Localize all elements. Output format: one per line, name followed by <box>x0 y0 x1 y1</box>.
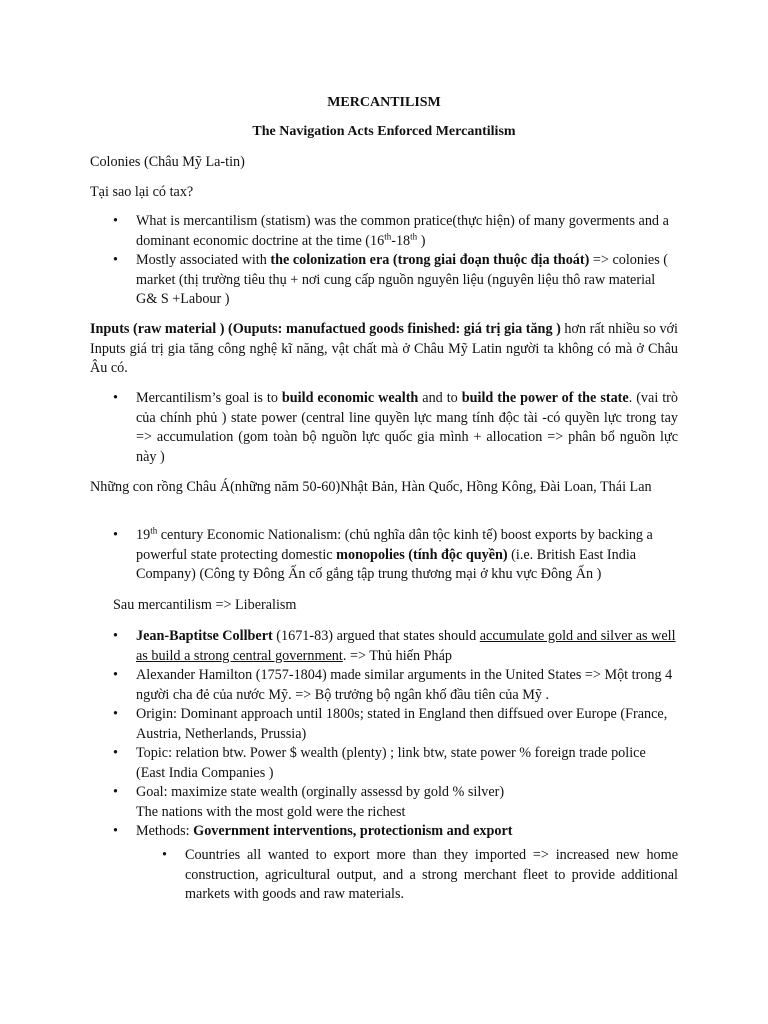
list-item: • Origin: Dominant approach until 1800s; stated in England then diffsued over Europe (France, Austria, Netherlands, Prussia) <box>113 705 678 744</box>
list-item: • Mostly associated with the colonization era (trong giai đoạn thuộc địa thoát) => colonies ( market (thị trường tiêu thụ + nơi cung cấp nguồn nguyên liệu (nguyên liệu thô raw material G& S +Labour ) <box>113 251 678 310</box>
intro-bullet-list <box>113 212 678 310</box>
methods-sub-list <box>162 846 678 905</box>
page-title: MERCANTILISM <box>327 95 441 110</box>
history-bullet-list <box>113 627 678 842</box>
list-item: • Topic: relation btw. Power $ wealth (plenty) ; link btw, state power % foreign trade police (East India Companies ) <box>113 744 678 783</box>
list-item: • Mercantilism’s goal is to build economic wealth and to build the power of the state. (vai trò của chính phủ ) state power (central line quyền lực mang tính độc tài -có quyền lực trong tay => accumulation (gom toàn bộ nguồn lực quốc gia mình + allocation => phân bổ nguồn lực này ) <box>113 389 678 467</box>
goal-bullet-list <box>113 389 678 467</box>
inputs-paragraph: Inputs (raw material ) (Ouputs: manufactued goods finished: giá trị gia tăng ) hơn rất nhiều so với Inputs giá trị gia tăng công nghệ kĩ năng, vật chất mà ở Châu Mỹ Latin người ta không có mà ở Châu Âu có. <box>90 321 678 376</box>
nationalism-bullet-list <box>113 526 678 585</box>
asian-dragons-paragraph: Những con rồng Châu Á(những năm 50-60)Nhật Bản, Hàn Quốc, Hồng Kông, Đài Loan, Thái Lan <box>90 479 652 495</box>
liberalism-line: Sau mercantilism => Liberalism <box>113 597 297 613</box>
colonies-line: Colonies (Châu Mỹ La-tin) <box>90 154 245 170</box>
list-item: • Jean-Baptitse Collbert (1671-83) argued that states should accumulate gold and silver as well as build a strong central government. => Thủ hiến Pháp <box>113 627 678 666</box>
list-item: • What is mercantilism (statism) was the common pratice(thực hiện) of many goverments and a dominant economic doctrine at the time (16th-18th ) <box>113 212 678 251</box>
list-item: • Goal: maximize state wealth (orginally assessd by gold % silver) The nations with the most gold were the richest <box>113 783 678 822</box>
list-item: • Alexander Hamilton (1757-1804) made similar arguments in the United States => Một trong 4 người cha đẻ của nước Mỹ. => Bộ trưởng bộ ngân khố đầu tiên của Mỹ . <box>113 666 678 705</box>
list-item: • Methods: Government interventions, protectionism and export <box>113 822 678 842</box>
list-item: • Countries all wanted to export more than they imported => increased new home construction, agricultural output, and a strong merchant fleet to provide additional markets with goods and raw materials. <box>162 846 678 905</box>
page-subtitle: The Navigation Acts Enforced Mercantilism <box>252 124 516 139</box>
tax-question: Tại sao lại có tax? <box>90 184 194 200</box>
list-item: • 19th century Economic Nationalism: (chủ nghĩa dân tộc kinh tế) boost exports by backing a powerful state protecting domestic monopolies (tính độc quyền) (i.e. British East India Company) (Công ty Đông Ấn cố gắng tập trung thương mại ở khu vực Đông Ấn ) <box>113 526 678 585</box>
